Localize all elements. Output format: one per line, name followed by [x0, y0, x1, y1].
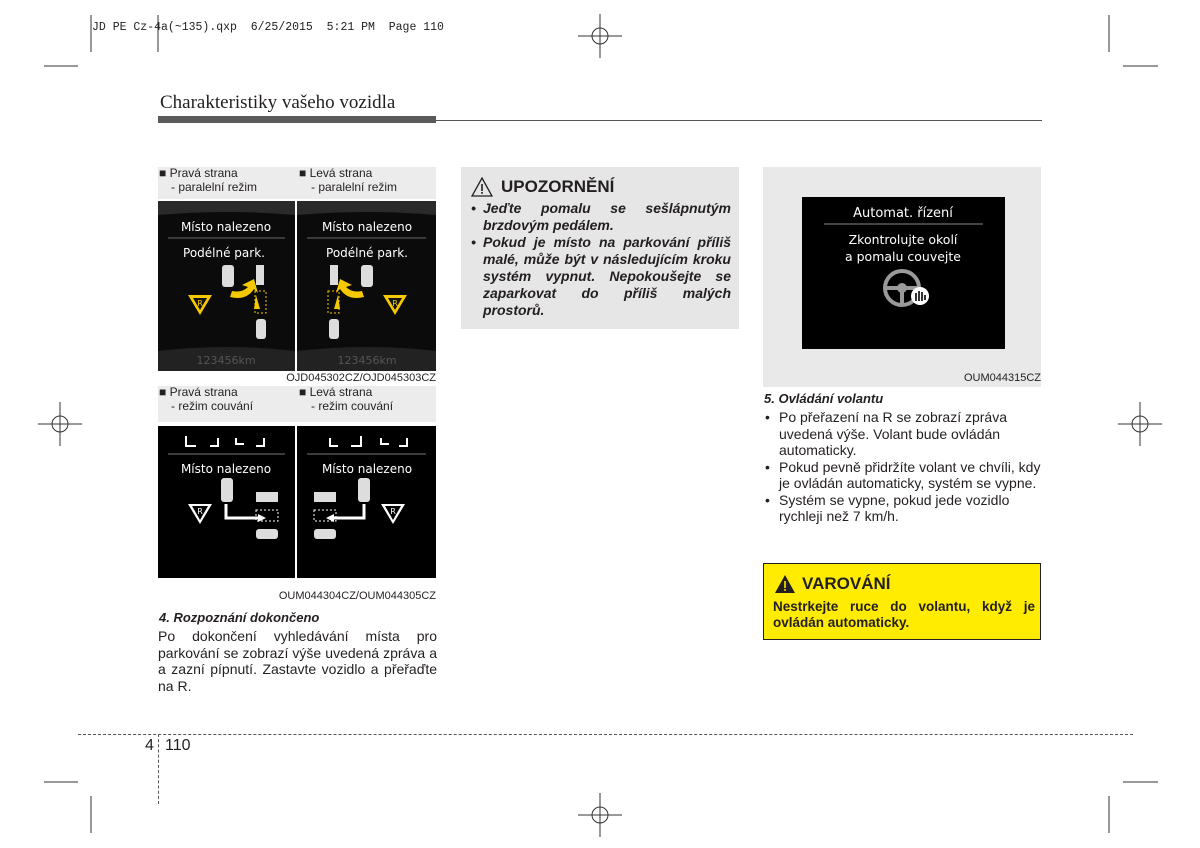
screen-subtitle: Podélné park.	[326, 246, 408, 260]
caution-triangle-icon	[471, 177, 493, 197]
caption-bottom-right: ■ Levá strana - režim couvání	[299, 385, 394, 413]
display-line-2: a pomalu couvejte	[844, 249, 962, 264]
list-item: • Po přeřazení na R se zobrazí zpráva uvedená výše. Volant bude ovládán automaticky.	[763, 409, 1043, 459]
steering-display	[802, 197, 1005, 349]
registration-mark-bottom	[578, 793, 622, 837]
section-4-heading: 4. Rozpoznání dokončeno	[159, 610, 320, 625]
registration-mark-top	[578, 14, 622, 58]
display-left-reverse	[297, 426, 436, 578]
chapter-number: 4	[145, 737, 154, 754]
header-rule-thin	[436, 120, 1042, 121]
steering-figure	[763, 167, 1041, 387]
caption-bottom-left: ■ Pravá strana - režim couvání	[159, 385, 254, 413]
caption-top-left: ■ Pravá strana - paralelní režim	[159, 166, 258, 194]
print-slug: JD PE Cz-4a(~135).qxp 6/25/2015 5:21 PM Page 110	[92, 21, 444, 34]
hand-icon	[911, 287, 929, 305]
page-title: Charakteristiky vašeho vozidla	[160, 92, 396, 113]
dashboard-left-parallel	[297, 201, 436, 371]
caution-title: UPOZORNĚNÍ	[501, 177, 615, 196]
list-item: • Systém se vypne, pokud jede vozidlo rychleji než 7 km/h.	[763, 492, 1043, 525]
odometer: 123456km	[196, 354, 256, 367]
caution-item: • Jeďte pomalu se sešlápnutým brzdovým pedálem.	[471, 200, 731, 234]
figure-code-right: OUM044315CZ	[963, 372, 1041, 384]
section-4-text: Po dokončení vyhledávání místa pro parkování se zobrazí výše uvedená zpráva a a zazní pípnutí. Zastavte vozidlo a přeřaďte na R.	[158, 628, 437, 694]
svg-text:R: R	[390, 507, 396, 516]
svg-text:R: R	[392, 299, 398, 308]
dashboard-right-parallel	[158, 201, 295, 371]
footer-dashed-divider	[158, 734, 159, 804]
caution-list	[471, 200, 731, 319]
caption-top-right: ■ Levá strana - paralelní režim	[299, 166, 398, 194]
screen-title: Místo nalezeno	[321, 462, 413, 476]
display-title: Automat. řízení	[853, 206, 953, 221]
warning-text: Nestrkejte ruce do volantu, když je ovládán automaticky.	[773, 599, 1035, 630]
caution-box	[461, 167, 739, 329]
display-line-1: Zkontrolujte okolí	[848, 232, 958, 247]
screen-title: Místo nalezeno	[180, 462, 272, 476]
list-item: • Pokud pevně přidržíte volant ve chvíli, kdy je ovládán automaticky, systém se vypne.	[763, 459, 1043, 492]
svg-text:R: R	[197, 299, 203, 308]
figure-code-top: OJD045302CZ/OJD045303CZ	[286, 372, 436, 384]
page-number: 110	[165, 737, 191, 754]
screen-title: Místo nalezeno	[180, 220, 272, 234]
caution-item: • Pokud je místo na parkování příliš malé, může být v následujícím kroku systém vypnut. Nepokoušejte se zaparkovat do příliš malých prostorů.	[471, 234, 731, 319]
screen-title: Místo nalezeno	[321, 220, 413, 234]
warning-triangle-icon	[774, 574, 796, 594]
registration-mark-left	[38, 402, 82, 446]
warning-title: VAROVÁNÍ	[802, 574, 891, 593]
header-rule	[158, 116, 436, 123]
screen-subtitle: Podélné park.	[183, 246, 265, 260]
display-right-reverse	[158, 426, 295, 578]
footer-dashed-rule	[78, 734, 1133, 735]
section-5-list	[763, 409, 1043, 525]
figure-code-bottom: OUM044304CZ/OUM044305CZ	[278, 590, 436, 602]
registration-mark-right	[1118, 402, 1162, 446]
warning-box	[763, 563, 1041, 640]
odometer: 123456km	[337, 354, 397, 367]
section-5-heading: 5. Ovládání volantu	[764, 391, 884, 406]
svg-text:R: R	[197, 507, 203, 516]
